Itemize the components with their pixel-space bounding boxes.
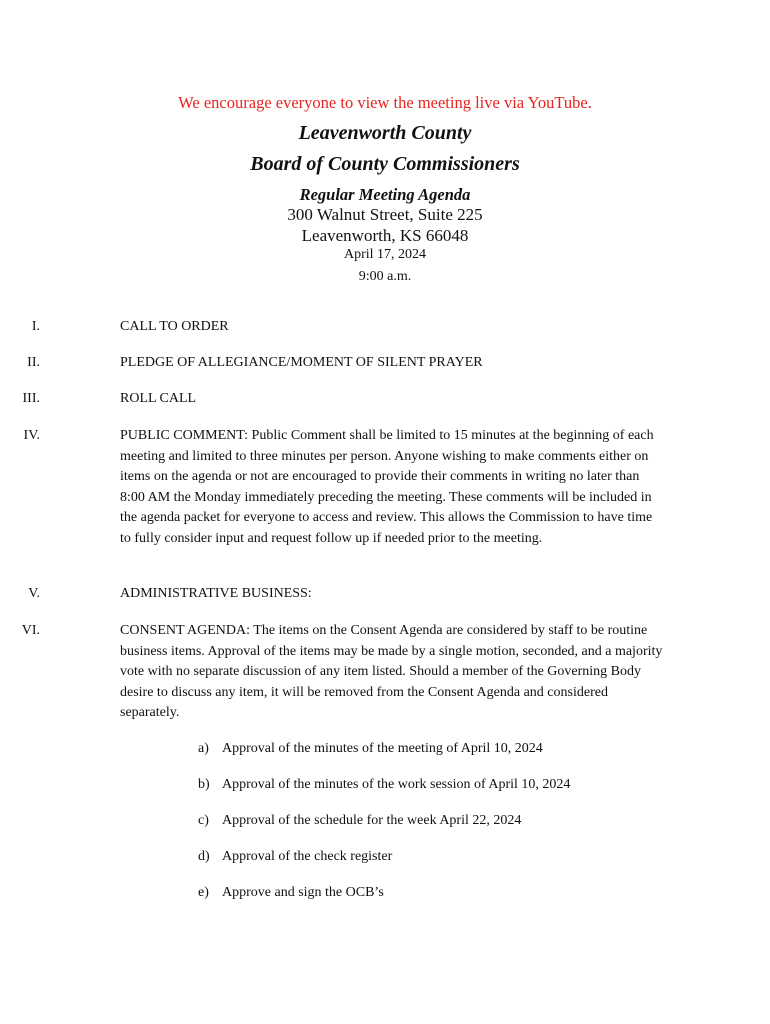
address-line1: 300 Walnut Street, Suite 225	[287, 205, 483, 224]
meeting-time: 9:00 a.m.	[358, 269, 412, 284]
agenda-item-text: CALL TO ORDER	[120, 319, 229, 334]
agenda-item-text: PLEDGE OF ALLEGIANCE/MOMENT OF SILENT PRAYER	[120, 355, 483, 370]
agenda-item-text: ADMINISTRATIVE BUSINESS:	[120, 586, 312, 601]
consent-item-text: Approve and sign the OCB’s	[222, 885, 384, 900]
agenda-item-number: III.	[22, 391, 40, 406]
agenda-item-number: II.	[27, 355, 40, 370]
consent-item-letter: a)	[198, 741, 209, 756]
agenda-item-number: I.	[31, 319, 40, 334]
consent-item-letter: b)	[198, 777, 210, 792]
agenda-item-text: PUBLIC COMMENT: Public Comment shall be limited to 15 minutes at the beginning of each meeting and limited to three minutes per person. Anyone wishing to make comments either on items on the agenda or not are encouraged to provide their comments in writing no later than 8:00 AM the Monday immediately preceding the meeting. These comments will be included in the agenda packet for everyone to access and review. This allows the Commission to have time to fully consider input and request follow up if needed prior to the meeting.	[120, 428, 654, 546]
agenda-item-number: V.	[28, 586, 40, 601]
consent-item-letter: e)	[198, 885, 209, 900]
agenda-item-number: IV.	[23, 428, 40, 443]
youtube-notice: We encourage everyone to view the meeting live via YouTube.	[178, 93, 592, 112]
board-title: Board of County Commissioners	[250, 153, 520, 175]
meeting-type: Regular Meeting Agenda	[299, 185, 471, 204]
consent-item-text: Approval of the minutes of the meeting of April 10, 2024	[222, 741, 543, 756]
consent-item-letter: c)	[198, 813, 209, 828]
agenda-item-number: VI.	[21, 623, 40, 638]
consent-item-text: Approval of the check register	[222, 849, 393, 864]
county-title: Leavenworth County	[298, 122, 472, 144]
consent-item-text: Approval of the minutes of the work session of April 10, 2024	[222, 777, 571, 792]
agenda-item-text: CONSENT AGENDA: The items on the Consent Agenda are considered by staff to be routine business items. Approval of the items may be made by a single motion, seconded, and a majority vote with no separate discussion of any item listed. Should a member of the Governing Body desire to discuss any item, it will be removed from the Consent Agenda and considered separately.	[120, 623, 663, 721]
address-line2: Leavenworth, KS 66048	[301, 226, 469, 245]
consent-item-letter: d)	[198, 849, 210, 864]
consent-item-text: Approval of the schedule for the week April 22, 2024	[222, 813, 522, 828]
meeting-date: April 17, 2024	[343, 247, 427, 262]
agenda-item-text: ROLL CALL	[120, 391, 197, 406]
